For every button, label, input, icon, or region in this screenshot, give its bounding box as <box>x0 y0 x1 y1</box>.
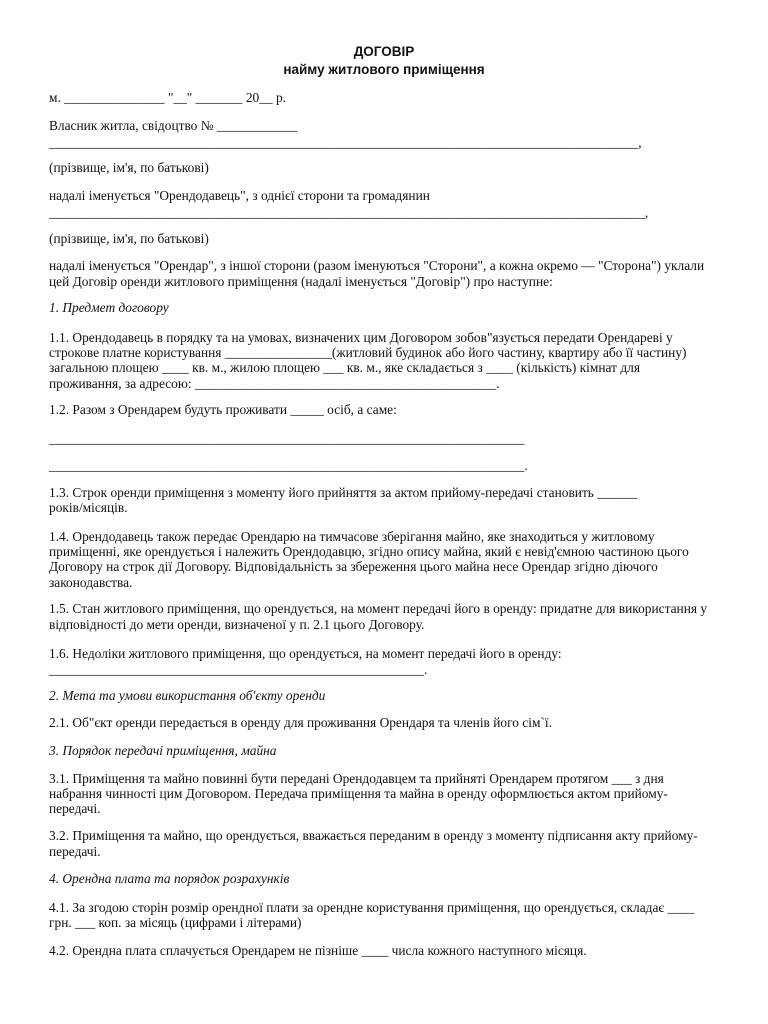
section-2-heading: 2. Мета та умови використання об'єкту оренди <box>49 688 326 703</box>
owner-name-caption: (прізвище, ім'я, по батькові) <box>49 160 209 175</box>
clause-1-4-line-4: законодавства. <box>49 575 133 590</box>
clause-3-1-line-1: 3.1. Приміщення та майно повинні бути передані Орендодавцем та прийняті Орендарем протягом ___ з дня <box>49 771 664 786</box>
landlord-designation-line: надалі іменується "Орендодавець", з однієї сторони та громадянин <box>49 188 430 203</box>
section-1-heading: 1. Предмет договору <box>49 300 169 315</box>
place-date-line: м. _______________ "__" _______ 20__ р. <box>49 90 287 105</box>
document-subtitle: найму житлового приміщення <box>283 62 485 77</box>
clause-1-4-line-2: приміщенні, яке орендується і належить Орендодавцю, згідно опису майна, який є невід'ємною частиною цього <box>49 544 689 559</box>
clause-1-4-line-1: 1.4. Орендодавець також передає Орендарю на тимчасове зберігання майно, яке знаходиться у житловому <box>49 529 655 544</box>
clause-1-6-line-1: 1.6. Недоліки житлового приміщення, що орендується, на момент передачі його в оренду: <box>49 646 562 661</box>
clause-1-3-line-2: років/місяців. <box>49 500 128 515</box>
clause-1-1-line-3: загальною площею ____ кв. м., жилою площею ___ кв. м., яке складається з ____ (кількість) кімнат для <box>49 360 640 375</box>
clause-3-2-line-2: передачі. <box>49 844 101 859</box>
clause-3-2-line-1: 3.2. Приміщення та майно, що орендується, вважається переданим в оренду з моменту підписання акту прийому- <box>49 828 698 843</box>
clause-1-6-line-2: ________________________________________________________. <box>49 662 428 677</box>
clause-1-1-line-1: 1.1. Орендодавець в порядку та на умовах, визначених цим Договором зобов"язується передати Орендареві у <box>49 330 673 345</box>
clause-4-2-line-1: 4.2. Орендна плата сплачується Орендарем не пізніше ____ числа кожного наступного місяця. <box>49 943 587 958</box>
clause-1-2-line-1: 1.2. Разом з Орендарем будуть проживати _____ осіб, а саме: <box>49 402 397 417</box>
tenant-name-blank: _________________________________________________________________________________________, <box>49 205 649 220</box>
clause-1-3-line-1: 1.3. Строк оренди приміщення з моменту його прийняття за актом прийому-передачі становить ______ <box>49 485 638 500</box>
clause-1-5-line-1: 1.5. Стан житлового приміщення, що орендується, на момент передачі його в оренду: придатне для використання у <box>49 601 708 616</box>
tenant-designation-line-2: цей Договір оренди житлового приміщення (надалі іменується "Договір") про наступне: <box>49 274 553 289</box>
tenant-name-caption: (прізвище, ім'я, по батькові) <box>49 231 209 246</box>
clause-1-4-line-3: Договору на строк дії Договору. Відповідальність за збереження цього майна несе Орендар згідно діючого <box>49 559 658 574</box>
clause-1-5-line-2: відповідності до мети оренди, визначеної у п. 2.1 цього Договору. <box>49 617 425 632</box>
tenant-designation-line-1: надалі іменується "Орендар", з іншої сторони (разом іменуються "Сторони", а кожна окремо — "Сторона") уклали <box>49 258 705 273</box>
clause-1-2-blank-2: _______________________________________________________________________. <box>49 458 528 473</box>
clause-1-1-line-4: проживання, за адресою: _____________________________________________. <box>49 376 500 391</box>
clause-1-2-blank-1: _______________________________________________________________________ <box>49 431 525 446</box>
owner-name-blank: ________________________________________________________________________________________, <box>49 135 642 150</box>
clause-4-1-line-2: грн. ___ коп. за місяць (цифрами і літерами) <box>49 915 302 930</box>
clause-4-1-line-1: 4.1. За згодою сторін розмір орендної плати за орендне користування приміщення, що орендується, складає ____ <box>49 900 695 915</box>
owner-certificate-line: Власник житла, свідоцтво № ____________ <box>49 118 298 133</box>
section-3-heading: 3. Порядок передачі приміщення, майна <box>49 743 277 758</box>
section-4-heading: 4. Орендна плата та порядок розрахунків <box>49 871 290 886</box>
clause-3-1-line-2: набрання чинності цим Договором. Передача приміщення та майна в оренду оформлюється актом прийому- <box>49 786 668 801</box>
clause-3-1-line-3: передачі. <box>49 801 101 816</box>
clause-2-1-line-1: 2.1. Об"єкт оренди передається в оренду для проживання Орендаря та членів його сім`ї. <box>49 715 552 730</box>
clause-1-1-line-2: строкове платне користування ________________(житловий будинок або його частину, квартиру або її частину) <box>49 345 687 360</box>
document-title: ДОГОВІР <box>353 44 415 59</box>
